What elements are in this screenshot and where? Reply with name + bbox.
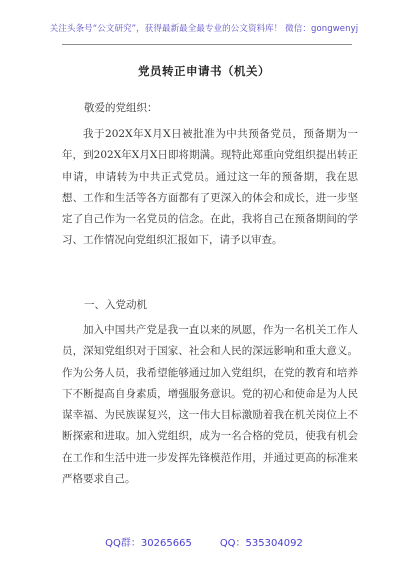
- section-heading-motivation: 一、入党动机: [84, 299, 147, 311]
- intro-paragraph: 我于202X年X月X日被批准为中共预备党员，预备期为一年，到202X年X月X日即将期满。现特此郑重向党组织提出转正申请，申请转为中共正式党员。通过这一年的预备期，我在思想、工作和生活等各方面都有了更深入的体会和成长，进一步坚定了自己作为一名党员的信念。在此，我将自己在预备期间的学习、工作情况向党组织汇报如下，请予以审查。: [62, 128, 358, 247]
- footer-contact: [0, 534, 408, 549]
- header-banner: 关注头条号“公文研究”，获得最新最全最专业的公文资料库！ 微信：gongwenyj: [49, 24, 359, 34]
- greeting: 敬爱的党组织：: [84, 102, 158, 114]
- document-title: 党员转正申请书（机关）: [138, 64, 270, 78]
- header-divider: [62, 44, 352, 45]
- footer-qq-group: QQ群：30265665: [105, 538, 192, 549]
- motivation-paragraph: 加入中国共产党是我一直以来的夙愿，作为一名机关工作人员，深知党组织对于国家、社会和人民的深远影响和重大意义。作为公务人员，我希望能够通过加入党组织，在党的教育和培养下不断提高自身素质，增强服务意识。党的初心和使命是为人民谋幸福、为民族谋复兴，这一伟大目标激励着我在机关岗位上不断探索和进取。加入党组织，成为一名合格的党员，使我有机会在工作和生活中进一步发挥先锋模范作用，并通过更高的标准来严格要求自己。: [62, 324, 358, 486]
- footer-qq: QQ：535304092: [219, 538, 303, 549]
